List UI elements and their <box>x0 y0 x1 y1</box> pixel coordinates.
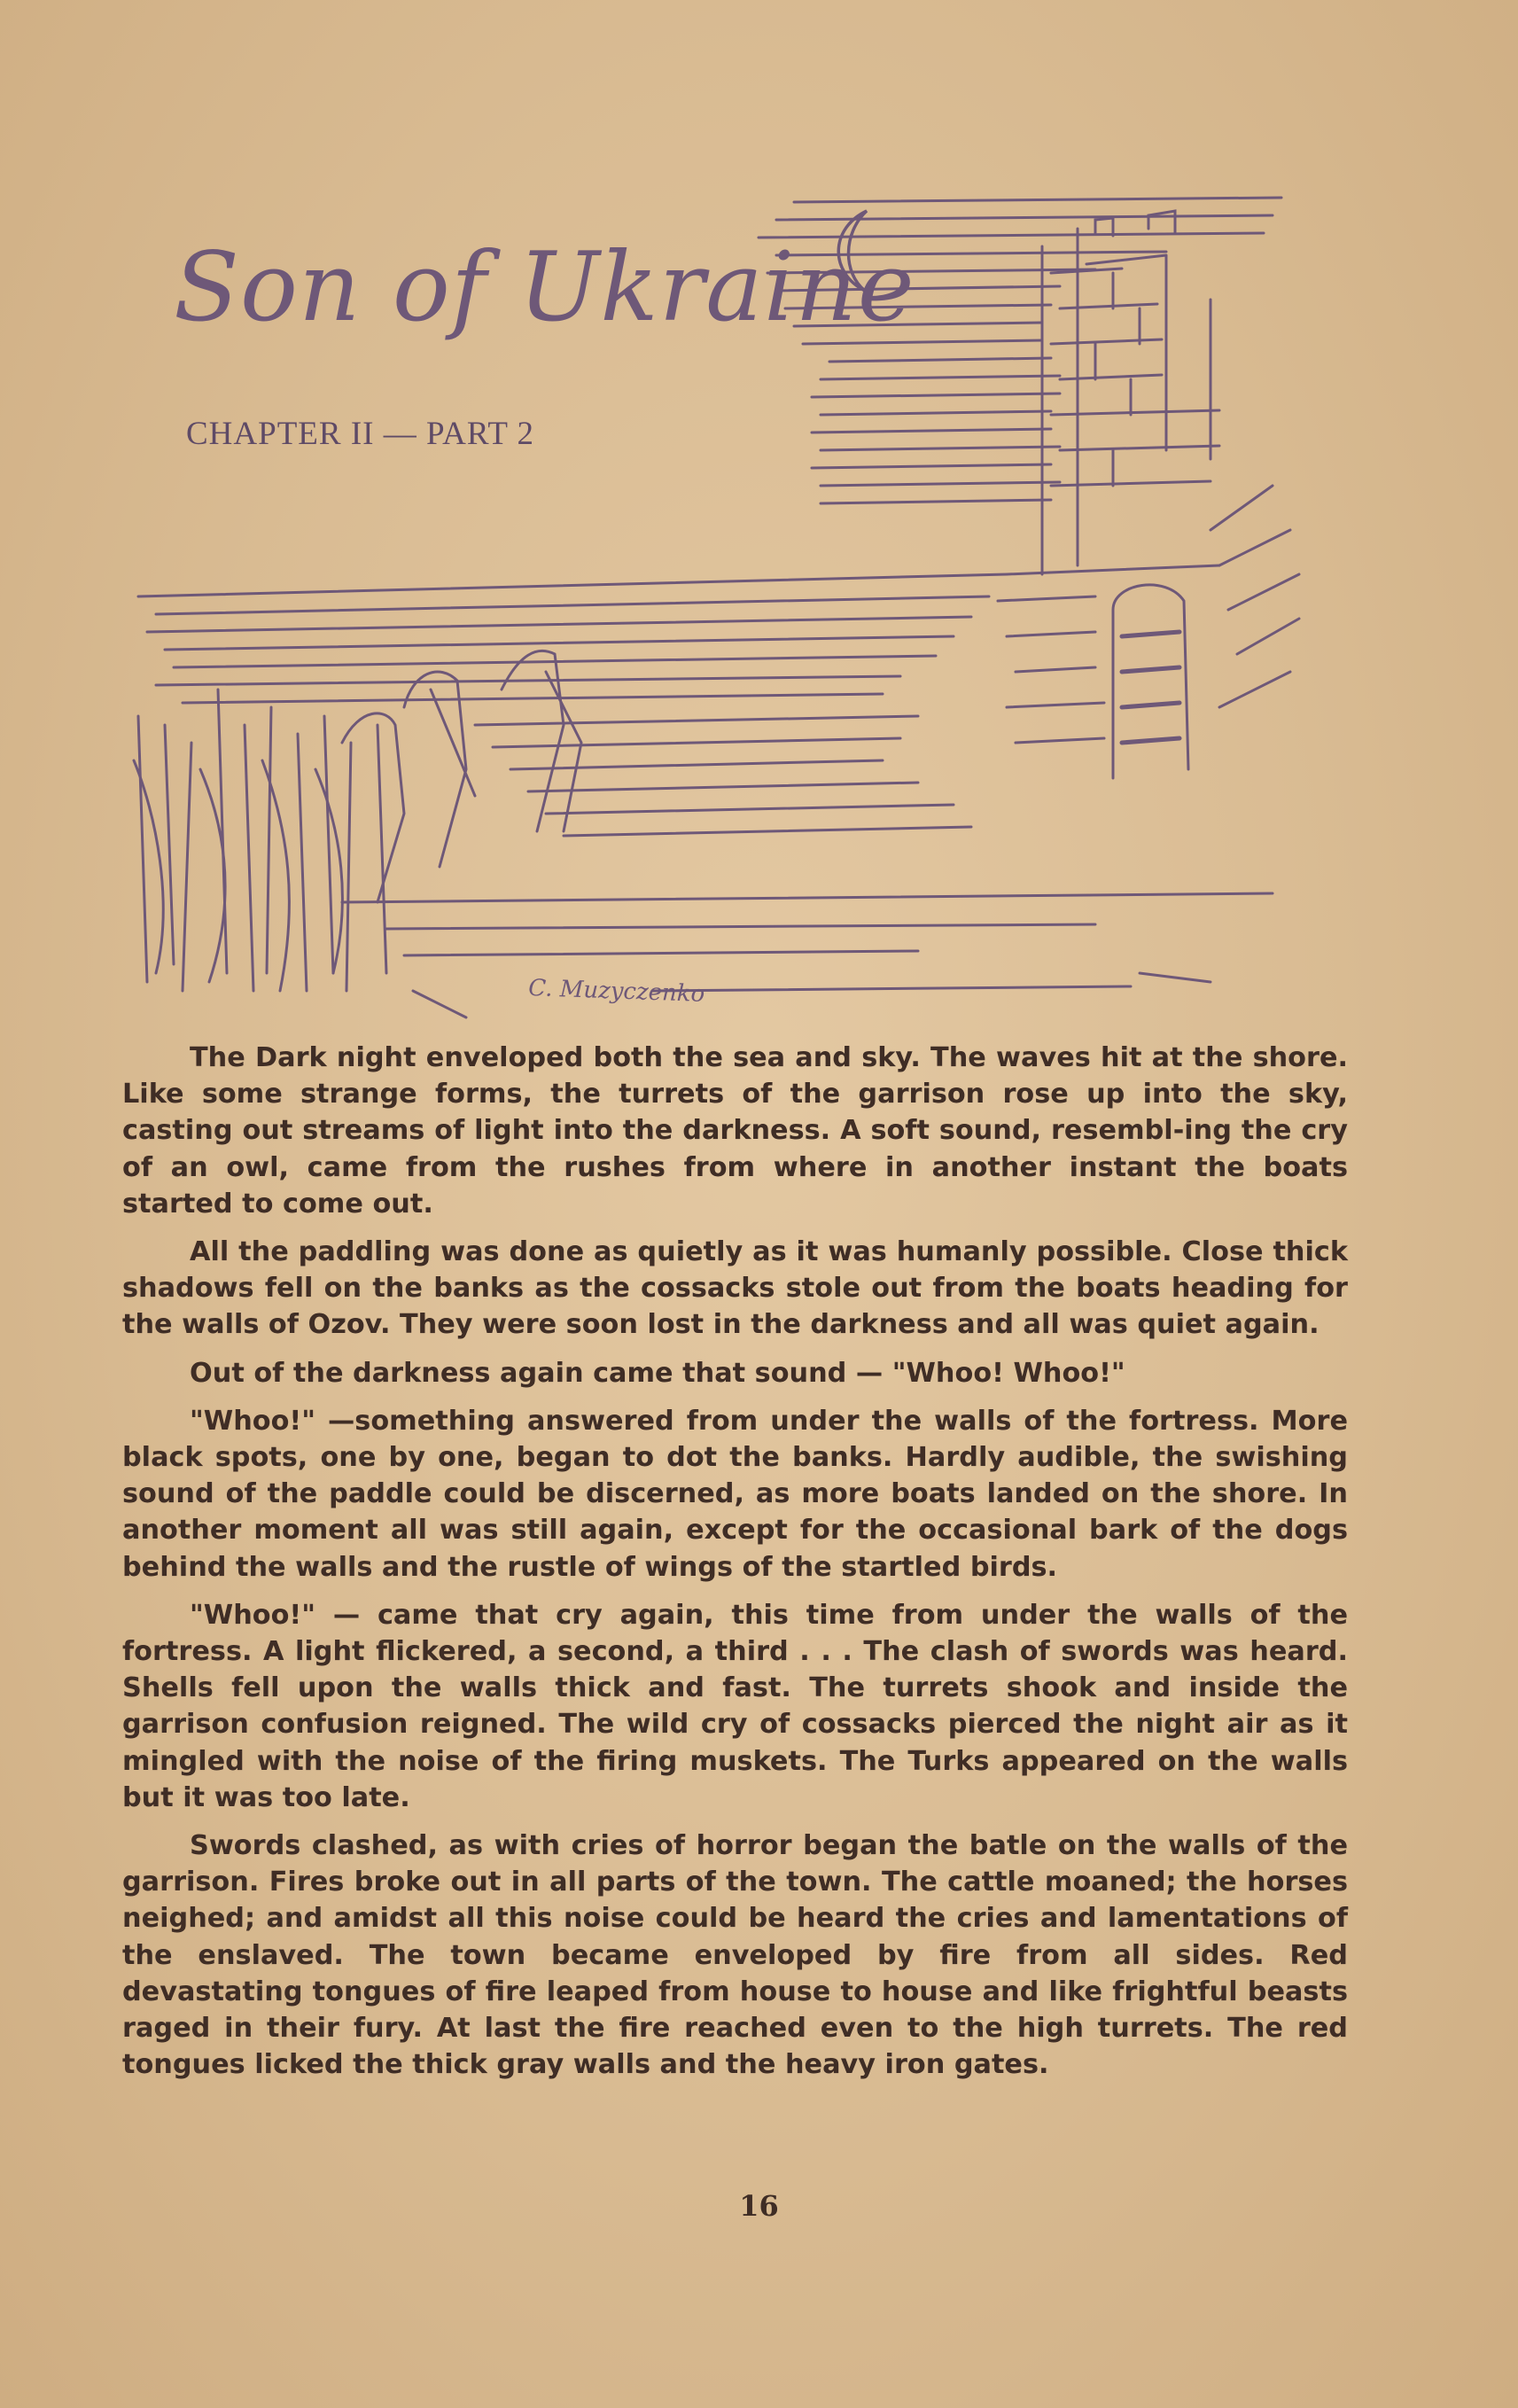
paragraph: Swords clashed, as with cries of horror began the batle on the walls of the garrison. Fires broke out in all parts of the town. The cattle moaned; the horses neighed; and amidst all this noise could be heard the cries and lamentations of the enslaved. The town became enveloped by fire from all sides. Red devastating tongues of fire leaped from house to house and like frightful beasts raged in their fury. At last the fire reached even to the high turrets. The red tongues licked the thick gray walls and the heavy iron gates. <box>122 1830 1348 2081</box>
paragraph: The Dark night enveloped both the sea and sky. The waves hit at the shore. Like some strange forms, the turrets of the garrison rose up into the sky, casting out streams of light into the darkness. A soft sound, resembl-ing the cry of an owl, came from the rushes from where in another instant the boats started to come out. <box>122 1042 1348 1220</box>
paragraph: Out of the darkness again came that sound — "Whoo! Whoo!" <box>190 1357 1125 1389</box>
paragraph: "Whoo!" —something answered from under the walls of the fortress. More black spots, one by one, began to dot the banks. Hardly audible, the swishing sound of the paddle could be discerned, as more boats landed on the shore. In another moment all was still again, except for the occasional bark of the dogs behind the walls and the rustle of wings of the startled birds. <box>122 1405 1348 1583</box>
paragraph: All the paddling was done as quietly as it was humanly possible. Close thick shadows fell on the banks as the cossacks stole out from the boats heading for the walls of Ozov. They were soon lost in the darkness and all was quiet again. <box>122 1236 1348 1341</box>
illustration-signature: C. Muzyczenko <box>527 975 705 1008</box>
story-text <box>122 1040 1348 2094</box>
page-title: Son of Ukraine <box>174 232 915 343</box>
page-number: 16 <box>739 2189 779 2223</box>
paragraph: "Whoo!" — came that cry again, this time from under the walls of the fortress. A light flickered, a second, a third . . . The clash of swords was heard. Shells fell upon the walls thick and fast. The turrets shook and inside the garrison confusion reigned. The wild cry of cossacks pierced the night air as it mingled with the noise of the firing muskets. The Turks appeared on the walls but it was too late. <box>122 1599 1348 1813</box>
chapter-heading: CHAPTER II — PART 2 <box>186 416 535 452</box>
